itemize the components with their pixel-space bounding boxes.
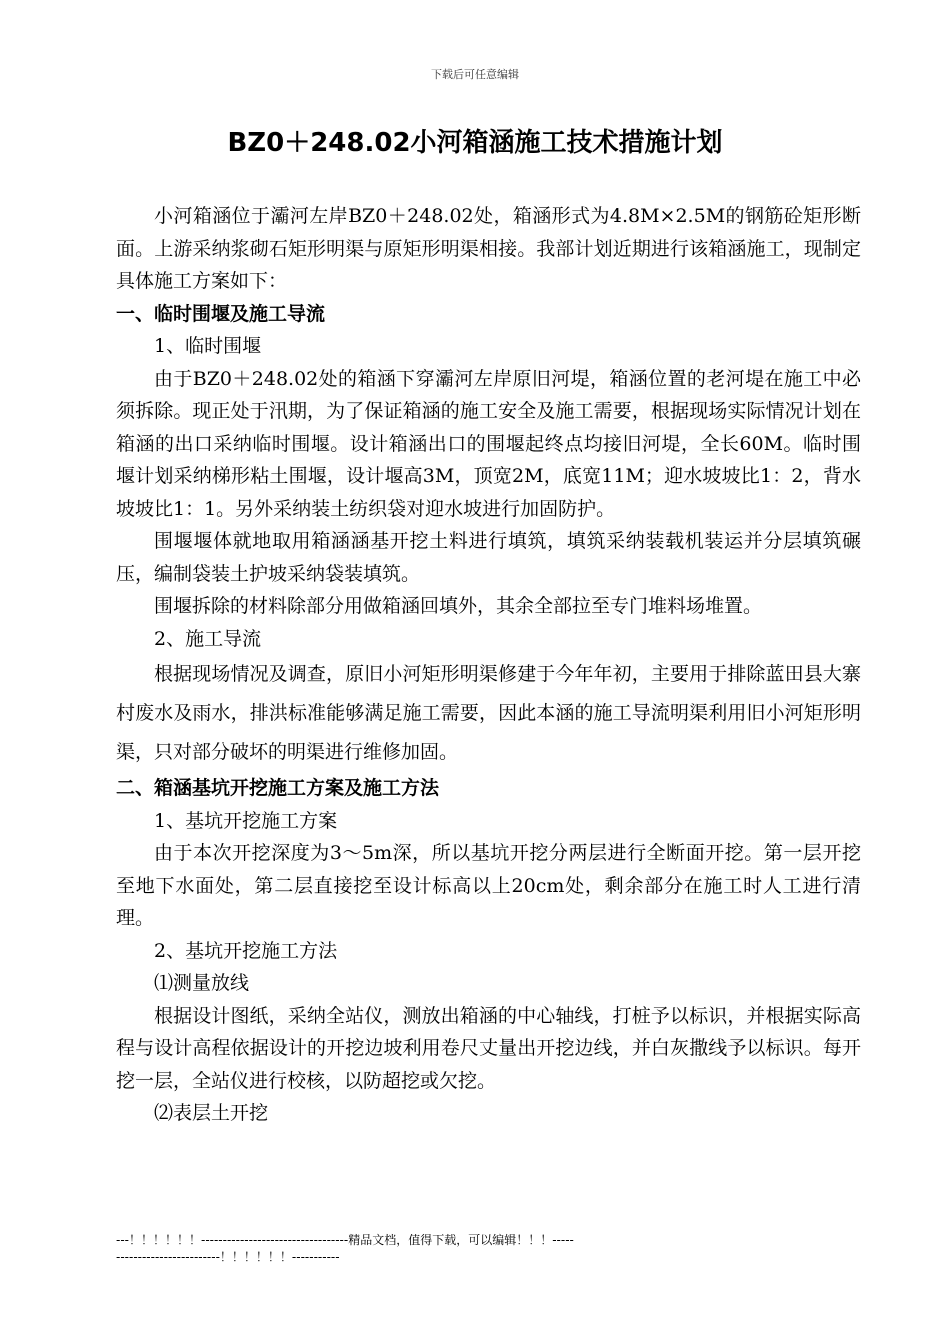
subsection-heading: 2、基坑开挖施工方法 [154,939,338,962]
section-heading-1: 一、临时围堰及施工导流 [116,302,326,325]
footer-note: ---！！！！！！----------------------------------精品文档，值得下载，可以编辑！！！-----------------------------！！！！！！----------- [116,1233,574,1264]
body-paragraph: 围堰拆除的材料除部分用做箱涵回填外，其余全部拉至专门堆料场堆置。 [154,595,763,617]
section-heading-2: 二、箱涵基坑开挖施工方案及施工方法 [116,777,440,799]
subsection-heading: 1、临时围堰 [154,335,262,357]
body-paragraph: 由于本次开挖深度为3～5m深，所以基坑开挖分两层进行全断面开挖。第一层开挖至地下水面处，第二层直接挖至设计标高以上20cm处，剩余部分在施工时人工进行清理。 [116,842,861,929]
body-paragraph: 由于BZ0＋248.02处的箱涵下穿灞河左岸原旧河堤，箱涵位置的老河堤在施工中必须拆除。现正处于汛期，为了保证箱涵的施工安全及施工需要，根据现场实际情况计划在箱涵的出口采纳临时围堰。设计箱涵出口的围堰起终点均接旧河堤，全长60M。临时围堰计划采纳梯形粘土围堰，设计堰高3M，顶宽2M，底宽11M；迎水坡坡比1：2，背水坡坡比1：1。另外采纳装土纺织袋对迎水坡进行加固防护。 [116,367,861,520]
document-body [116,200,861,1130]
item-heading: ⑵表层土开挖 [154,1102,269,1124]
subsection-heading: 2、施工导流 [154,627,262,650]
header-note: 下载后可任意编辑 [431,68,519,81]
body-paragraph: 根据现场情况及调查，原旧小河矩形明渠修建于今年年初，主要用于排除蓝田县大寨村废水及雨水，排洪标准能够满足施工需要，因此本涵的施工导流明渠利用旧小河矩形明渠，只对部分破坏的明渠进行维修加固。 [116,663,861,763]
document-title: BZ0＋248.02小河箱涵施工技术措施计划 [227,128,723,158]
body-paragraph: 围堰堰体就地取用箱涵涵基开挖土料进行填筑，填筑采纳装载机装运并分层填筑碾压，编制袋装土护坡采纳袋装填筑。 [116,530,861,585]
item-heading: ⑴测量放线 [154,972,250,994]
intro-paragraph: 小河箱涵位于灞河左岸BZ0＋248.02处，箱涵形式为4.8M×2.5M的钢筋砼矩形断面。上游采纳浆砌石矩形明渠与原矩形明渠相接。我部计划近期进行该箱涵施工，现制定具体施工方案如下： [116,205,861,292]
subsection-heading: 1、基坑开挖施工方案 [154,809,338,832]
body-paragraph: 根据设计图纸，采纳全站仪，测放出箱涵的中心轴线，打桩予以标识，并根据实际高程与设计高程依据设计的开挖边坡利用卷尺丈量出开挖边线，并白灰撒线予以标识。每开挖一层，全站仪进行校核，以防超挖或欠挖。 [116,1004,861,1092]
